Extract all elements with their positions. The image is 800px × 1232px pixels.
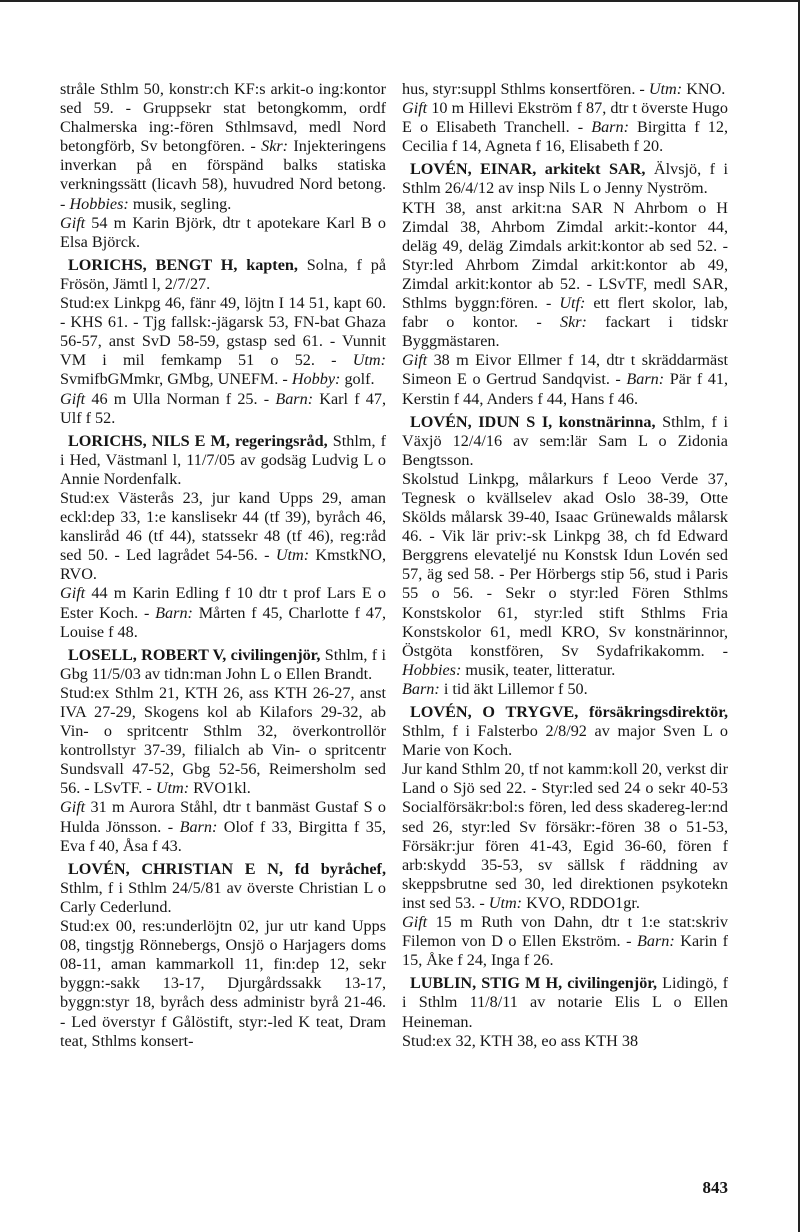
entry-text: Skolstud Linkpg, målarkurs f Leoo Verde 37, Tegnesk o kvällselev akad Oslo 38-39, Otte Skölds målarsk 39-40, Isaac Grünewalds målarsk 46. - Vik lär priv:-sk Linkpg 38, ch fd Edward Berggrens elevateljé nu Konstsk Idun Lovén sed 57, äg sed 58. - Per Hörbergs stip 56, stud i Paris 55 o 56. - Sekr o styr:led Fören Sthlms Konstskolor 61, styr:led stift Sthlms Fria Konstskolor 61, medl KRO, Sv konstnärinnor, Östgöta konstfören, Sv Sydafrikakomm. - xyxy=(402,469,728,660)
entry-text: Lidingö, f i Sthlm 11/8/11 av notarie Elis L o Ellen Heineman. xyxy=(402,974,728,1031)
entry-text: SvmifbGMmkr, GMbg, UNEFM. - xyxy=(60,370,292,389)
entry-text: Solna, f på Frösön, Jämtl l, 2/7/27. xyxy=(60,255,387,293)
entry-text: Stud:ex 00, res:underlöjtn 02, jur utr kand Upps 08, tingstjg Rönnebergs, Onsjö o Harjagers doms 08-11, aman kammarkoll 11, fin:dep 12, sekr byggn:-sakk 13-17, Djurgårdssakk 13-17, byggn:styr 18, byråch dess administr byrå 21-46. - Led överstyr f Gålöstift, styr:-led K teat, Dram teat, Sthlms konsert- xyxy=(60,917,386,1050)
entry-text: golf. xyxy=(340,370,375,389)
entry-text: KTH 38, anst arkit:na SAR N Ahrbom o H Zimdal 38, Ahrbom Zimdal arkit:-kontor 44, deläg 49, deläg Zimdals arkit:kontor ab sed 52. - Styr:led Ahrbom Zimdal arkit:kontor ab 49, Zimdal arkit:kontor ab 52. - LSvTF, medl SAR, Sthlms byggn:fören. - xyxy=(402,198,728,313)
entry-paragraph xyxy=(60,917,386,1051)
entry-paragraph xyxy=(402,99,728,156)
entry-name: LUBLIN, STIG M H, civilingenjör, xyxy=(410,974,658,993)
field-label: Barn: xyxy=(275,389,314,408)
entry-heading-paragraph xyxy=(402,160,728,198)
entry-text: 44 m Karin Edling f 10 dtr t prof Lars E o Ester Koch. - xyxy=(60,584,386,622)
field-label: Hobbies: xyxy=(69,194,129,213)
entry-text: KmstkNO, RVO. xyxy=(60,546,386,584)
entry-text: 31 m Aurora Ståhl, dtr t banmäst Gustaf S o Hulda Jönsson. - xyxy=(60,798,386,836)
field-label: Gift xyxy=(402,99,428,118)
page-edge-top xyxy=(0,0,800,2)
biography-entry xyxy=(60,80,386,252)
entry-paragraph xyxy=(60,214,386,252)
entry-paragraph xyxy=(402,913,728,970)
entry-text: Injekteringens inverkan på en förspänd balks statiska verkningssätt (licavh 58), huvudred Nord betong. - xyxy=(60,137,386,213)
entry-paragraph xyxy=(60,584,386,641)
biography-entry xyxy=(402,703,728,970)
field-label: Skr: xyxy=(559,313,587,332)
entry-text: Älvsjö, f i Sthlm 26/4/12 av insp Nils L o Jenny Nyström. xyxy=(402,160,728,198)
entry-name: LOVÉN, IDUN S I, konstnärinna, xyxy=(410,412,656,431)
entry-text: Sthlm, f i Gbg 11/5/03 av tidn:man John L o Ellen Brandt. xyxy=(60,645,386,683)
field-label: Barn: xyxy=(626,370,665,389)
entry-paragraph xyxy=(60,684,386,799)
entry-paragraph xyxy=(60,489,386,584)
entry-paragraph xyxy=(402,199,728,352)
entry-heading-paragraph xyxy=(60,646,386,684)
entry-heading-paragraph xyxy=(402,413,728,470)
entry-text: Sthlm, f i Sthlm 24/5/81 av överste Christian L o Carly Cederlund. xyxy=(60,878,386,916)
field-label: Gift xyxy=(60,389,86,408)
field-label: Utm: xyxy=(352,351,386,370)
entry-name: LORICHS, BENGT H, kapten, xyxy=(68,255,298,274)
entry-text: Stud:ex Sthlm 21, KTH 26, ass KTH 26-27, anst IVA 27-29, Skogens kol ab Kilafors 29-32, ab Vin- o spritcentr Sthlm 32, överkontrollör kontrollstyr 37-39, filialch ab Vin- o spritcentr Sundsvall 47-52, Gbg 52-56, Reimersholm sed 56. - LSvTF. - xyxy=(60,683,386,798)
entry-text: KNO. xyxy=(682,80,726,98)
entry-text: Olof f 33, Birgitta f 35, Eva f 40, Åsa f 43. xyxy=(60,817,386,855)
field-label: Gift xyxy=(60,213,86,232)
page-number: 843 xyxy=(702,1178,728,1197)
entry-text: hus, styr:suppl Sthlms konsertfören. - xyxy=(402,80,649,98)
entry-text: KVO, RDDO1gr. xyxy=(522,893,640,912)
field-label: Hobby: xyxy=(291,370,341,389)
entry-text: fackart i tidskr Byggmästaren. xyxy=(402,313,729,351)
entry-text: Karl f 47, Ulf f 52. xyxy=(60,389,386,427)
entry-text: Sthlm, f i Falsterbo 2/8/92 av major Sven L o Marie von Koch. xyxy=(402,722,728,760)
entry-name: LOVÉN, EINAR, arkitekt SAR, xyxy=(410,160,646,179)
entry-name: LOVÉN, CHRISTIAN E N, fd byråchef, xyxy=(68,859,386,878)
entry-text: 10 m Hillevi Ekström f 87, dtr t överste Hugo E o Elisabeth Tranchell. - xyxy=(402,99,728,137)
entry-heading-paragraph xyxy=(402,703,728,760)
entry-paragraph xyxy=(60,80,386,214)
field-label: Gift xyxy=(402,351,428,370)
field-label: Utm: xyxy=(488,893,523,912)
entry-heading-paragraph xyxy=(60,432,386,489)
left-column xyxy=(60,80,386,1055)
field-label: Gift xyxy=(60,584,86,603)
right-column xyxy=(402,80,728,1055)
entry-paragraph xyxy=(402,80,728,99)
entry-text: 38 m Eivor Ellmer f 14, dtr t skräddarmäst Simeon E o Gertrud Sandqvist. - xyxy=(402,351,728,389)
entry-paragraph xyxy=(402,351,728,408)
entry-paragraph xyxy=(402,760,728,913)
entry-paragraph xyxy=(402,470,728,680)
entry-name: LORICHS, NILS E M, regeringsråd, xyxy=(68,431,328,450)
biography-entry xyxy=(60,860,386,1051)
entry-text: Mårten f 45, Charlotte f 47, Louise f 48. xyxy=(60,603,386,641)
entry-text: RVO1kl. xyxy=(189,779,251,798)
field-label: Utm: xyxy=(648,80,683,98)
entry-paragraph xyxy=(60,798,386,855)
field-label: Utm: xyxy=(275,546,310,565)
field-label: Barn: xyxy=(402,679,440,698)
field-label: Barn: xyxy=(155,603,193,622)
field-label: Skr: xyxy=(261,137,289,156)
biography-entry xyxy=(402,80,728,156)
entry-text: 46 m Ulla Norman f 25. - xyxy=(85,389,276,408)
entry-text: Stud:ex Linkpg 46, fänr 49, löjtn I 14 51, kapt 60. - KHS 61. - Tjg fallsk:-jägarsk 53, FN-bat Ghaza 56-57, anst SvD 58-59, gstasp sed 61. - Vunnit VM i mil femkamp 51 o 52. - xyxy=(60,294,386,370)
biography-entry xyxy=(60,256,386,428)
field-label: Utf: xyxy=(559,294,586,313)
entry-text: Sthlm, f i Hed, Västmanl l, 11/7/05 av godsäg Ludvig L o Annie Nordenfalk. xyxy=(60,431,387,488)
entry-paragraph xyxy=(402,680,728,699)
field-label: Barn: xyxy=(179,817,218,836)
entry-text: Jur kand Sthlm 20, tf not kamm:koll 20, verkst dir Land o Sjö sed 22. - Styr:led sed 24 o sekr 40-53 Socialförsäkr:bol:s fören, led dess skadereg-ler:nd sed 26, styr:led Sv försäkr:-fören 38 o 51-53, Försäkr:jur fören 41-43, Egid 36-60, fören f arb:skydd 35-53, sv sällsk f räddning av skeppsbrutne sed 30, led direktionen psykotekn inst sed 53. - xyxy=(402,760,728,912)
field-label: Barn: xyxy=(591,118,629,137)
biography-entry xyxy=(60,432,386,642)
entry-text: Stud:ex 32, KTH 38, eo ass KTH 38 xyxy=(402,1031,639,1050)
field-label: Gift xyxy=(402,913,428,932)
entry-text: ett flert skolor, lab, fabr o kontor. - xyxy=(402,294,728,332)
entry-text: Stud:ex Västerås 23, jur kand Upps 29, aman eckl:dep 33, 1:e kanslisekr 44 (tf 39), byråch 46, kansliråd 46 (tf 44), statssekr 48 (tf 46), reg:råd sed 50. - Led lagrådet 54-56. - xyxy=(60,488,386,565)
entry-text: i tid äkt Lillemor f 50. xyxy=(439,679,588,698)
biography-entry xyxy=(402,160,728,408)
entry-heading-paragraph xyxy=(60,256,386,294)
biography-entry xyxy=(402,413,728,699)
entry-text: Karin f 15, Åke f 24, Inga f 26. xyxy=(402,932,728,970)
entry-text: musik, teater, litteratur. xyxy=(461,660,616,679)
field-label: Utm: xyxy=(155,779,190,798)
entry-paragraph xyxy=(60,294,386,389)
entry-name: LOSELL, ROBERT V, civilingenjör, xyxy=(68,645,321,664)
entry-text: 15 m Ruth von Dahn, dtr t 1:e stat:skriv Filemon von D o Ellen Ekström. - xyxy=(402,913,728,951)
entry-name: LOVÉN, O TRYGVE, försäkringsdirektör, xyxy=(410,703,728,721)
entry-heading-paragraph xyxy=(60,860,386,917)
entry-text: Pär f 41, Kerstin f 44, Anders f 44, Hans f 46. xyxy=(402,370,728,408)
entry-text: Sthlm, f i Växjö 12/4/16 av sem:lär Sam L o Zidonia Bengtsson. xyxy=(402,412,729,469)
entry-text: Birgitta f 12, Cecilia f 14, Agneta f 16, Elisabeth f 20. xyxy=(402,118,728,156)
biography-entry xyxy=(402,974,728,1050)
biography-entry xyxy=(60,646,386,856)
field-label: Gift xyxy=(60,798,86,817)
entry-text: 54 m Karin Björk, dtr t apotekare Karl B o Elsa Björck. xyxy=(60,213,386,251)
entry-text: musik, segling. xyxy=(128,194,232,213)
entry-paragraph xyxy=(60,390,386,428)
field-label: Barn: xyxy=(636,932,675,951)
field-label: Hobbies: xyxy=(402,660,462,679)
entry-paragraph xyxy=(402,1032,728,1051)
entry-heading-paragraph xyxy=(402,974,728,1031)
entry-text: stråle Sthlm 50, konstr:ch KF:s arkit-o ing:kontor sed 59. - Gruppsekr stat betongkomm, ordf Chalmerska ing:-fören Sthlmsavd, medl Nord betongförb, Sv betongfören. - xyxy=(60,80,386,156)
